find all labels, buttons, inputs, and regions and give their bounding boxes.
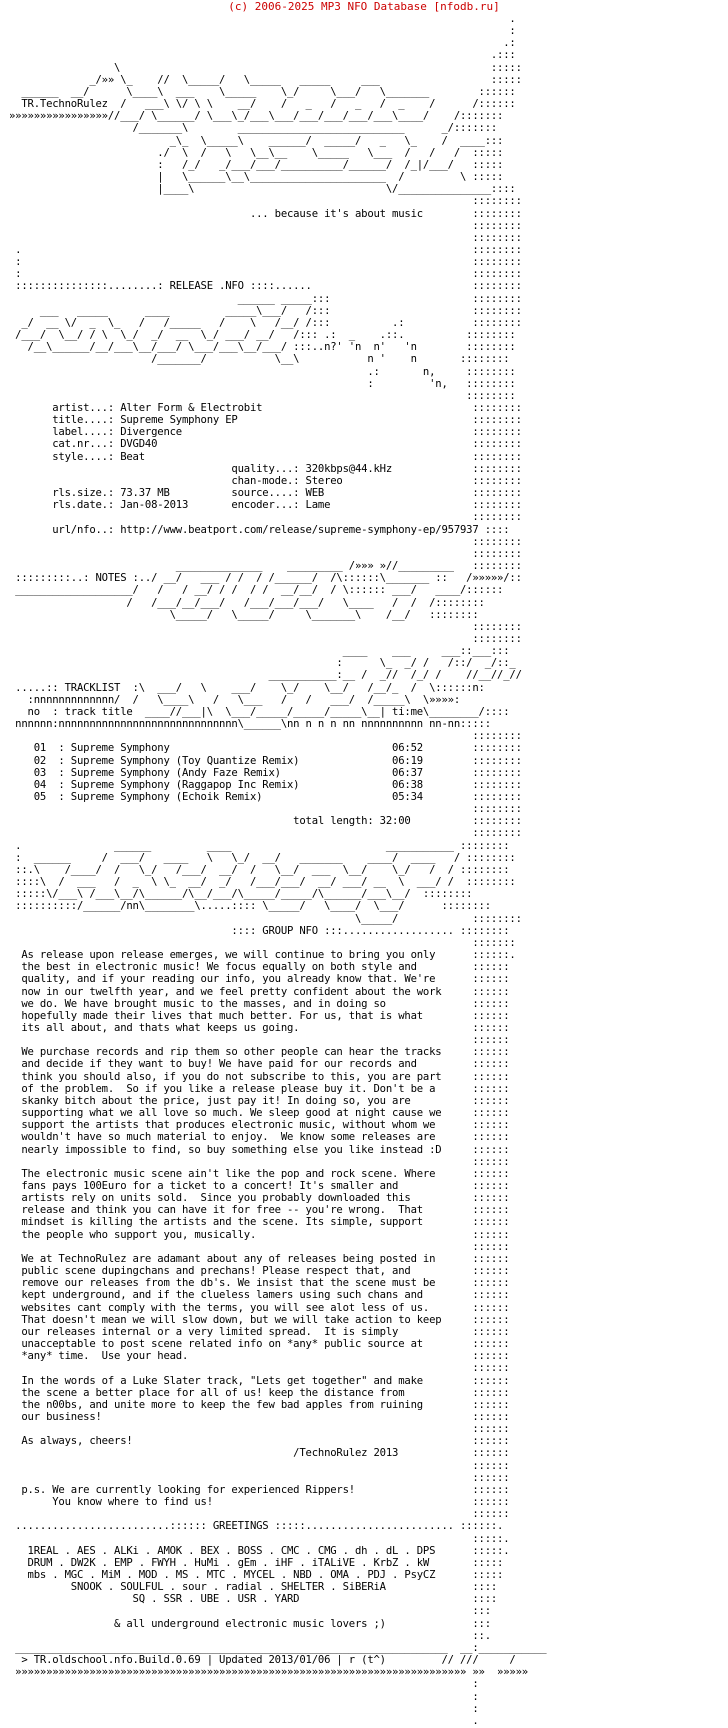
credit-link[interactable]: (c) 2006-2025 MP3 NFO Database [nfodb.ru]	[228, 0, 500, 13]
nfo-text: . : .: .::: \ ::::: _/»» \_ // \_____/ \_____ _____ ___ ::::: ______ __/ \____\ ___ \_____ \_/ \___/ \_______ :::::: TR.TechnoRulez / ___\ \/ \ \ __/ / _ / _ / _ / /:::::: »»»»»»»»»»»»»»»»//___/ \______/ \___\_/___\___/___/___/___/___\____/ /::::::: /_______\ ___________________________ _/::::::: _\_ \_____\ ______/ _____/ _ \_ / ____::: ./ \ / \ \__\__ \_____ \___ / / / ::::: : /_/ _/___/___/__________/______/ /_|/___/ ::::: | \______\__\______________________ / \ ::::: |____\ \/_______________:::: :::::::: ... because it's about music :::::::: :::::::: :::::::: . :::::::: : :::::::: : :::::::: :::::::::::::::........: RELEASE .NFO ::::...... :::::::: ______ _____::: :::::::: ___ _____ ____ _____\___/ /::: :::::::: _/ __ \/ _ \_ / /_____ / \ /__/ /::: .: :::::::: /___/ \__/ / \ \_/ _/ __ \_/ ___/ __/ /::: .: _ .::. :::::::: /__\______/__/___\__/___/ \___/___\__/___/ :::..n?' 'n n' 'n :::::::: /_______/ \__\ n ' n :::::::: .: n, :::::::: : 'n, :::::::: :::::::: artist...: Alter Form & Electrobit :::::::: title....: Supreme Symphony EP :::::::: label....: Divergence :::::::: cat.nr...: DVGD40 :::::::: style....: Beat :::::::: quality...: 320kbps@44.kHz :::::::: chan-mode.: Stereo :::::::: rls.size.: 73.37 MB source....: WEB :::::::: rls.date.: Jan-08-2013 encoder...: Lame :::::::: :::::::: url/nfo..: http://www.beatport.com/release/supreme-symphony-ep/957937 :::: :::::::: :::::::: ______________ _________ /»»» »//_________ :::::::: :::::::::..: NOTES :../ __/ ___ / / / /______/ /\::::::\_______ :: /»»»»»/:: ___________________/ / / __/ / / / / __/__/ / \:::::: ___/ ____/:::::: / /___/__/___/ /___/___/___/ \____ / / /:::::::: \_____/ \_____/ \_______\ /__/ :::::::: :::::::: :::::::: ____ ___ ___::___::: : \_ _/ / /::/ _/::_ ___________:__ / _// /_/ / //__//_// .....:: TRACKLIST :\ ___/ \ ___/ \_/ \__/ /__/_ / \::::::n: :nnnnnnnnnnnnn/ / \____\ / \___ / / ___/ /_____\ \»»»»: no : track title ____//___|\ \___/_____/_____/_____\__| ti:me\________/:::: nnnnnn:nnnnnnnnnnnnnnnnnnnnnnnnnnnnn\______\nn n n n nn nnnnnnnnnn nn-nn::::: :::::::: 01 : Supreme Symphony 06:52 :::::::: 02 : Supreme Symphony (Toy Quantize Remix) 06:19 :::::::: 03 : Supreme Symphony (Andy Faze Remix) 06:37 :::::::: 04 : Supreme Symphony (Raggapop Inc Remix) 06:38 :::::::: 05 : Supreme Symphony (Echoik Remix) 05:34 :::::::: :::::::: total length: 32:00 :::::::: :::::::: . ______ ____ ___________ :::::::: : ______ / ___/ ____ \ \_/ __/ _______ ____/ ____ / :::::::: ::.\ /____/ / \_/ /___/ __/ / \__/ ___ \__/ \_/ / / :::::::: ::::\ / ___ / _ \ \_ __/ _/ /___/___/ __/ ___/ __ \ ___/ / :::::::: :::::\/___\ /___\__/\______/\__/___/\_____/_____/\______/___\__/ :::::::: ::::::::::/______/nn\________\.....:::: \_____/ \____/ \___/ :::::::: \_____/ :::::::: :::: GROUP NFO :::.................. :::::::: ::::::: As release upon release emerges, we will continue to bring you only ::::::. the best in electronic music! We focus equally on both style and :::::: quality, and if your reading our info, you already know that. We're :::::: now in our twelfth year, and we feel pretty confident about the work :::::: we do. We have brought music to the masses, and in doing so :::::: hopefully made their lives that much better. For us, that is what :::::: its all about, and thats what keeps us going. :::::: :::::: We purchase records and rip them so other people can hear the tracks :::::: and decide if they want to buy! We have paid for our records and :::::: think you should also, if you do not subscribe to this, you are part :::::: of the problem. So if you like a release please buy it. Don't be a :::::: skanky bitch about the price, just pay it! In doing so, you are :::::: supporting what we all love so much. We sleep good at night cause we :::::: support the artists that produces electronic music, without whom we :::::: wouldn't have so much material to enjoy. We know some releases are :::::: nearly impossible to find, so buy something else you like instead :D :::::: :::::: The electronic music scene ain't like the pop and rock scene. Where :::::: fans pays 100Euro for a ticket to a concert! It's smaller and :::::: artists rely on units sold. Since you probably downloaded this :::::: release and think you can have it for free -- you're wrong. That :::::: mindset is killing the artists and the scene. Its simple, support :::::: the people who support you, musically. :::::: :::::: We at TechnoRulez are adamant about any of releases being posted in :::::: public scene dupingchans and prechans! Please respect that, and :::::: remove our releases from the db's. We insist that the scene must be :::::: kept underground, and if the clueless lamers using such chans and :::::: websites cant comply with the terms, you will see alot less of us. :::::: That doesn't mean we will slow down, but we will take action to keep :::::: our releases internal or a very limited spread. It is simply :::::: unacceptable to post scene related info on *any* public source at :::::: *any* time. Use your head. :::::: :::::: In the words of a Luke Slater track, "Lets get together" and make :::::: the scene a better place for all of us! keep the distance from :::::: the n00bs, and unite more to keep the few bad apples from ruining :::::: our business! :::::: :::::: As always, cheers! :::::: /TechnoRulez 2013 :::::: :::::: :::::: p.s. We are currently looking for experienced Rippers! :::::: You know where to find us! :::::: :::::: .........................:::::: GREETINGS :::::........................ ::::::. :::::. 1REAL . AES . ALKi . AMOK . BEX . BOSS . CMC . CMG . dh . dL . DPS :::::. DRUM . DW2K . EMP . FWYH . HuMi . gEm . iHF . iTALiVE . KrbZ . kW ::::: mbs . MGC . MiM . MOD . MS . MTC . MYCEL . NBD . OMA . PDJ . PsyCZ ::::: SNOOK . SOULFUL . sour . radial . SHELTER . SiBERiA :::: SQ . SSR . UBE . USR . YARD :::: ::: & all underground electronic music lovers ;) ::: ::. ______________________________________________________________________ __:___________ > TR.oldschool.nfo.Build.0.69 | Updated 2013/01/06 | r (t^) // /// / »»»»»»»»»»»»»»»»»»»»»»»»»»»»»»»»»»»»»»»»»»»»»»»»»»»»»»»»»»»»»»»»»»»»»»»»» »» »»»»» : : : .	[9, 13, 547, 1727]
